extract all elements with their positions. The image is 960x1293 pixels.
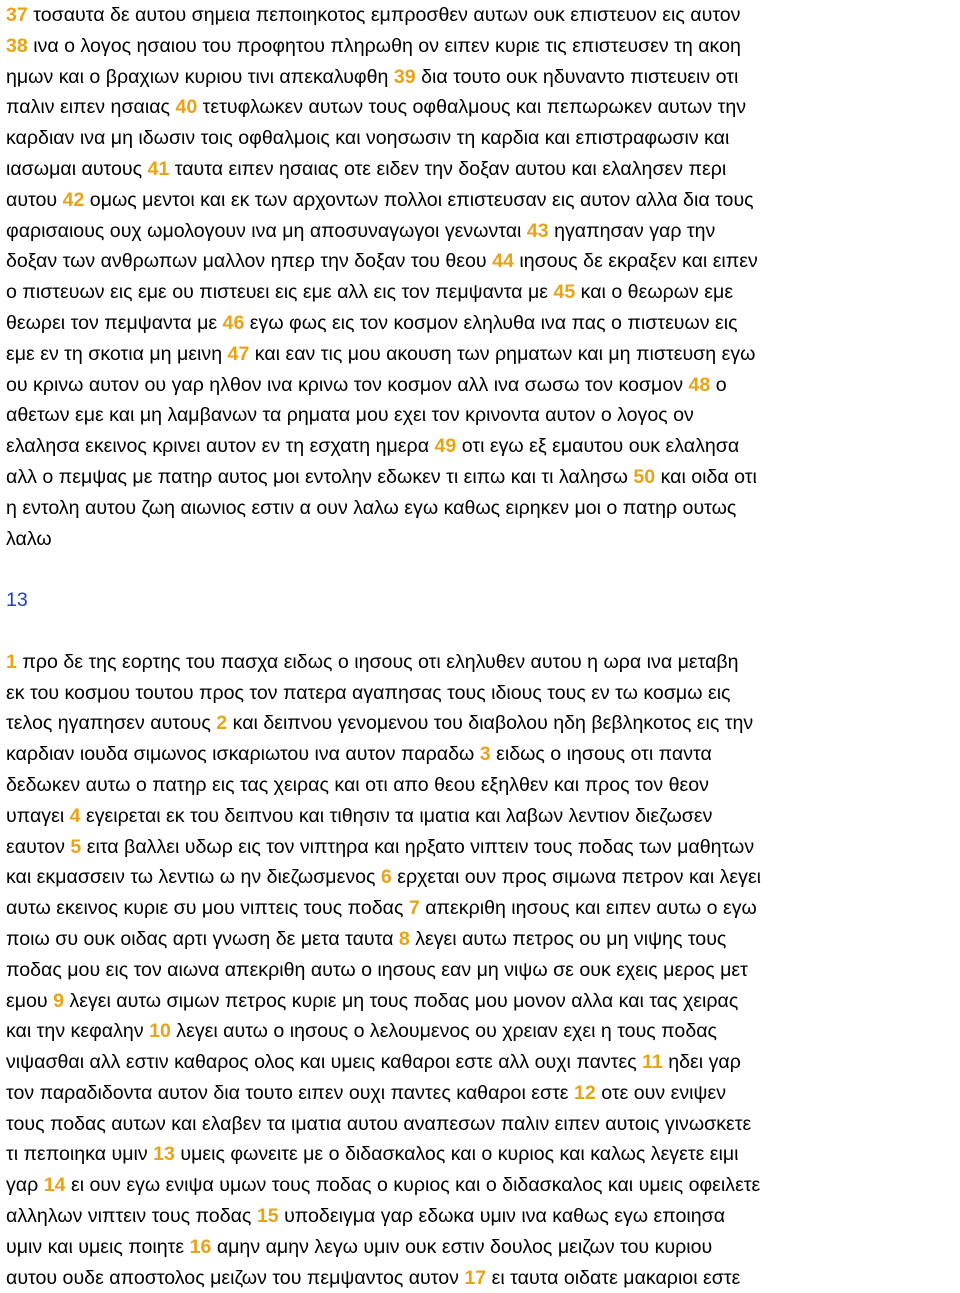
- verse-text: και δειπνου γενομενου του διαβολου ηδη βεβληκοτος εις την: [227, 712, 754, 735]
- verse-number: 14: [43, 1174, 66, 1197]
- verse-number: 9: [53, 989, 64, 1012]
- spacer: [6, 616, 956, 647]
- verse-text: υμιν και υμεις ποιητε: [6, 1235, 190, 1258]
- verse-text: δοξαν των ανθρωπων μαλλον ηπερ την δοξαν του θεου: [6, 250, 493, 273]
- verse-text: ελαλησα εκεινος κρινει αυτον εν τη εσχατη ημερα: [6, 435, 435, 458]
- verse-text: εκ του κοσμου τουτου προς τον πατερα αγαπησας τους ιδιους τους εν τω κοσμω εις: [6, 681, 731, 704]
- text-line: [6, 1201, 956, 1232]
- verse-number: 13: [153, 1143, 175, 1166]
- spacer: [6, 554, 956, 585]
- verse-number: 1: [6, 650, 17, 673]
- verse-text: γαρ: [6, 1174, 44, 1197]
- verse-number: 44: [492, 250, 514, 273]
- verse-text: ιησους δε εκραξεν και ειπεν: [513, 250, 758, 273]
- text-line: [6, 1016, 956, 1047]
- text-line: [6, 832, 956, 863]
- verse-text: τοσαυτα δε αυτου σημεια πεποιηκοτος εμπροσθεν αυτων ουκ επιστευον εις αυτον: [27, 4, 741, 26]
- verse-text: τελος ηγαπησεν αυτους: [6, 712, 217, 735]
- verse-number: 39: [393, 65, 416, 88]
- verse-number: 8: [398, 927, 410, 950]
- verse-number: 3: [479, 743, 491, 766]
- verse-text: νιψασθαι αλλ εστιν καθαρος ολος και υμεις καθαροι εστε αλλ ουχι παντες: [6, 1051, 643, 1074]
- text-line: [6, 647, 956, 678]
- verse-text: και οιδα οτι: [655, 465, 757, 488]
- text-line: [6, 370, 956, 401]
- verse-text: υποδειγμα γαρ εδωκα υμιν ινα καθως εγω εποιησα: [278, 1205, 726, 1228]
- verse-text: λαλω: [6, 527, 52, 550]
- verse-number: 15: [256, 1205, 279, 1228]
- text-line: [6, 462, 956, 493]
- verse-number: 47: [227, 342, 250, 365]
- text-line: [6, 154, 956, 185]
- document-page: [6, 0, 956, 1293]
- verse-text: αυτου ουδε αποστολος μειζων του πεμψαντος αυτον: [6, 1266, 465, 1289]
- verse-text: εγω φως εις τον κοσμον εληλυθα ινα πας ο πιστευων εις: [244, 311, 738, 334]
- verse-text: ο: [710, 373, 727, 396]
- text-line: [6, 770, 956, 801]
- chapter-number: 13: [6, 589, 28, 612]
- verse-text: απεκριθη ιησους και ειπεν αυτω ο εγω: [419, 897, 757, 920]
- text-line: [6, 493, 956, 524]
- verse-text: λεγει αυτω ο ιησους ο λελουμενος ου χρειαν εχει η τους ποδας: [170, 1020, 717, 1043]
- verse-number: 7: [408, 897, 420, 920]
- text-line: [6, 524, 956, 555]
- verse-text: δια τουτο ουκ ηδυναντο πιστευειν οτι: [415, 65, 739, 88]
- verse-text: εμου: [6, 989, 54, 1012]
- verse-text: οτε ουν ενιψεν: [595, 1081, 727, 1104]
- verse-text: και ο θεωρων εμε: [575, 281, 734, 304]
- verse-number: 10: [149, 1020, 171, 1043]
- text-line: [6, 62, 956, 93]
- text-line: [6, 708, 956, 739]
- verse-text: ποδας μου εις τον αιωνα απεκριθη αυτω ο ιησους εαν μη νιψω σε ουκ εχεις μερος μετ: [6, 958, 748, 981]
- text-line: [6, 893, 956, 924]
- verse-number: 4: [69, 804, 81, 827]
- text-line: [6, 339, 956, 370]
- verse-text: ομως μεντοι και εκ των αρχοντων πολλοι επιστευσαν εις αυτον αλλα δια τους: [84, 188, 754, 211]
- text-line: [6, 1078, 956, 1109]
- verse-text: εγειρεται εκ του δειπνου και τιθησιν τα ιματια και λαβων λεντιον διεζωσεν: [80, 804, 713, 827]
- verse-text: ταυτα ειπεν ησαιας οτε ειδεν την δοξαν αυτου και ελαλησεν περι: [169, 157, 727, 180]
- verse-text: ειδως ο ιησους οτι παντα: [490, 743, 712, 766]
- verse-text: θεωρει τον πεμψαντα με: [6, 311, 223, 334]
- verse-text: οτι εγω εξ εμαυτου ουκ ελαλησα: [456, 435, 740, 458]
- verse-text: αθετων εμε και μη λαμβανων τα ρηματα μου εχει τον κρινοντα αυτον ο λογος ον: [6, 404, 694, 427]
- verse-text: ει ταυτα οιδατε μακαριοι εστε: [486, 1266, 741, 1289]
- verse-text: υπαγει: [6, 804, 70, 827]
- text-line: [6, 924, 956, 955]
- text-line: [6, 92, 956, 123]
- verse-text: τον παραδιδοντα αυτον δια τουτο ειπεν ουχι παντες καθαροι εστε: [6, 1081, 574, 1104]
- verse-text: φαρισαιους ουχ ωμολογουν ινα μη αποσυναγωγοι γενωνται: [6, 219, 527, 242]
- verse-text: τετυφλωκεν αυτων τους οφθαλμους και πεπωρωκεν αυτων την: [197, 96, 747, 119]
- text-line: [6, 1139, 956, 1170]
- text-line: [6, 185, 956, 216]
- verse-text: υμεις φωνειτε με ο διδασκαλος και ο κυριος και καλως λεγετε ειμι: [174, 1143, 739, 1166]
- verse-number: 2: [216, 712, 228, 735]
- verse-text: καρδιαν ινα μη ιδωσιν τοις οφθαλμοις και νοησωσιν τη καρδια και επιστραφωσιν και: [6, 127, 730, 150]
- text-line: [6, 216, 956, 247]
- verse-text: ου κρινω αυτον ου γαρ ηλθον ινα κρινω τον κοσμον αλλ ινα σωσω τον κοσμον: [6, 373, 689, 396]
- verse-number: 50: [633, 465, 656, 488]
- verse-number: 48: [688, 373, 711, 396]
- verse-number: 41: [147, 157, 170, 180]
- chapter-13-text: [6, 647, 956, 1293]
- text-line: [6, 277, 956, 308]
- verse-text: και εκμασσειν τω λεντιω ω ην διεζωσμενος: [6, 866, 381, 889]
- verse-text: η εντολη αυτου ζωη αιωνιος εστιν α ουν λαλω εγω καθως ειρηκεν μοι ο πατηρ ουτως: [6, 496, 737, 519]
- chapter-12-text: [6, 0, 956, 554]
- verse-text: προ δε της εορτης του πασχα ειδως ο ιησους οτι εληλυθεν αυτου η ωρα ινα μεταβη: [16, 650, 739, 673]
- text-line: [6, 862, 956, 893]
- verse-text: παλιν ειπεν ησαιας: [6, 96, 176, 119]
- verse-text: ει ουν εγω ενιψα υμων τους ποδας ο κυριος και ο διδασκαλος και υμεις οφειλετε: [65, 1174, 761, 1197]
- chapter-heading: [6, 585, 956, 616]
- verse-number: 38: [6, 34, 28, 57]
- verse-text: αλληλων νιπτειν τους ποδας: [6, 1205, 257, 1228]
- verse-number: 40: [175, 96, 198, 119]
- verse-text: ποιω συ ουκ οιδας αρτι γνωση δε μετα ταυτα: [6, 927, 399, 950]
- verse-number: 12: [574, 1081, 596, 1104]
- verse-text: λεγει αυτω σιμων πετρος κυριε μη τους ποδας μου μονον αλλα και τας χειρας: [64, 989, 739, 1012]
- verse-number: 46: [222, 311, 245, 334]
- verse-number: 45: [553, 281, 576, 304]
- verse-number: 43: [526, 219, 549, 242]
- text-line: [6, 431, 956, 462]
- verse-text: τι πεποιηκα υμιν: [6, 1143, 154, 1166]
- text-line: [6, 739, 956, 770]
- verse-number: 17: [464, 1266, 487, 1289]
- verse-text: αυτου: [6, 188, 63, 211]
- text-line: [6, 0, 956, 31]
- text-line: [6, 955, 956, 986]
- verse-text: ημων και ο βραχιων κυριου τινι απεκαλυφθη: [6, 65, 394, 88]
- verse-number: 6: [380, 866, 392, 889]
- text-line: [6, 400, 956, 431]
- text-line: [6, 246, 956, 277]
- text-line: [6, 123, 956, 154]
- verse-text: καρδιαν ιουδα σιμωνος ισκαριωτου ινα αυτον παραδω: [6, 743, 480, 766]
- text-line: [6, 678, 956, 709]
- verse-text: και εαν τις μου ακουση των ρηματων και μη πιστευση εγω: [249, 342, 756, 365]
- text-line: [6, 308, 956, 339]
- verse-text: δεδωκεν αυτω ο πατηρ εις τας χειρας και οτι απο θεου εξηλθεν και προς τον θεον: [6, 773, 709, 796]
- verse-text: αλλ ο πεμψας με πατηρ αυτος μοι εντολην εδωκεν τι ειπω και τι λαλησω: [6, 465, 634, 488]
- verse-text: ο πιστευων εις εμε ου πιστευει εις εμε αλλ εις τον πεμψαντα με: [6, 281, 554, 304]
- verse-text: ερχεται ουν προς σιμωνα πετρον και λεγει: [391, 866, 762, 889]
- verse-text: και την κεφαλην: [6, 1020, 150, 1043]
- verse-number: 16: [189, 1235, 212, 1258]
- verse-text: ειτα βαλλει υδωρ εις τον νιπτηρα και ηρξατο νιπτειν τους ποδας των μαθητων: [81, 835, 755, 858]
- verse-number: 11: [642, 1051, 663, 1074]
- verse-text: τους ποδας αυτων και ελαβεν τα ιματια αυτου αναπεσων παλιν ειπεν αυτοις γινωσκετε: [6, 1112, 752, 1135]
- text-line: [6, 1170, 956, 1201]
- text-line: [6, 31, 956, 62]
- verse-number: 5: [70, 835, 82, 858]
- verse-text: ιασωμαι αυτους: [6, 157, 148, 180]
- verse-text: αμην αμην λεγω υμιν ουκ εστιν δουλος μειζων του κυριου: [211, 1235, 713, 1258]
- text-line: [6, 1047, 956, 1078]
- text-line: [6, 986, 956, 1017]
- verse-number: 42: [62, 188, 85, 211]
- verse-text: ινα ο λογος ησαιου του προφητου πληρωθη ον ειπεν κυριε τις επιστευσεν τη ακοη: [27, 34, 741, 57]
- verse-number: 49: [434, 435, 457, 458]
- text-line: [6, 1263, 956, 1293]
- verse-text: ηγαπησαν γαρ την: [548, 219, 716, 242]
- verse-number: 37: [6, 4, 28, 26]
- verse-text: αυτω εκεινος κυριε συ μου νιπτεις τους ποδας: [6, 897, 409, 920]
- verse-text: εαυτον: [6, 835, 71, 858]
- verse-text: ηδει γαρ: [662, 1051, 741, 1074]
- verse-text: λεγει αυτω πετρος ου μη νιψης τους: [409, 927, 727, 950]
- text-line: [6, 801, 956, 832]
- verse-text: εμε εν τη σκοτια μη μεινη: [6, 342, 228, 365]
- text-line: [6, 1109, 956, 1140]
- text-line: [6, 1232, 956, 1263]
